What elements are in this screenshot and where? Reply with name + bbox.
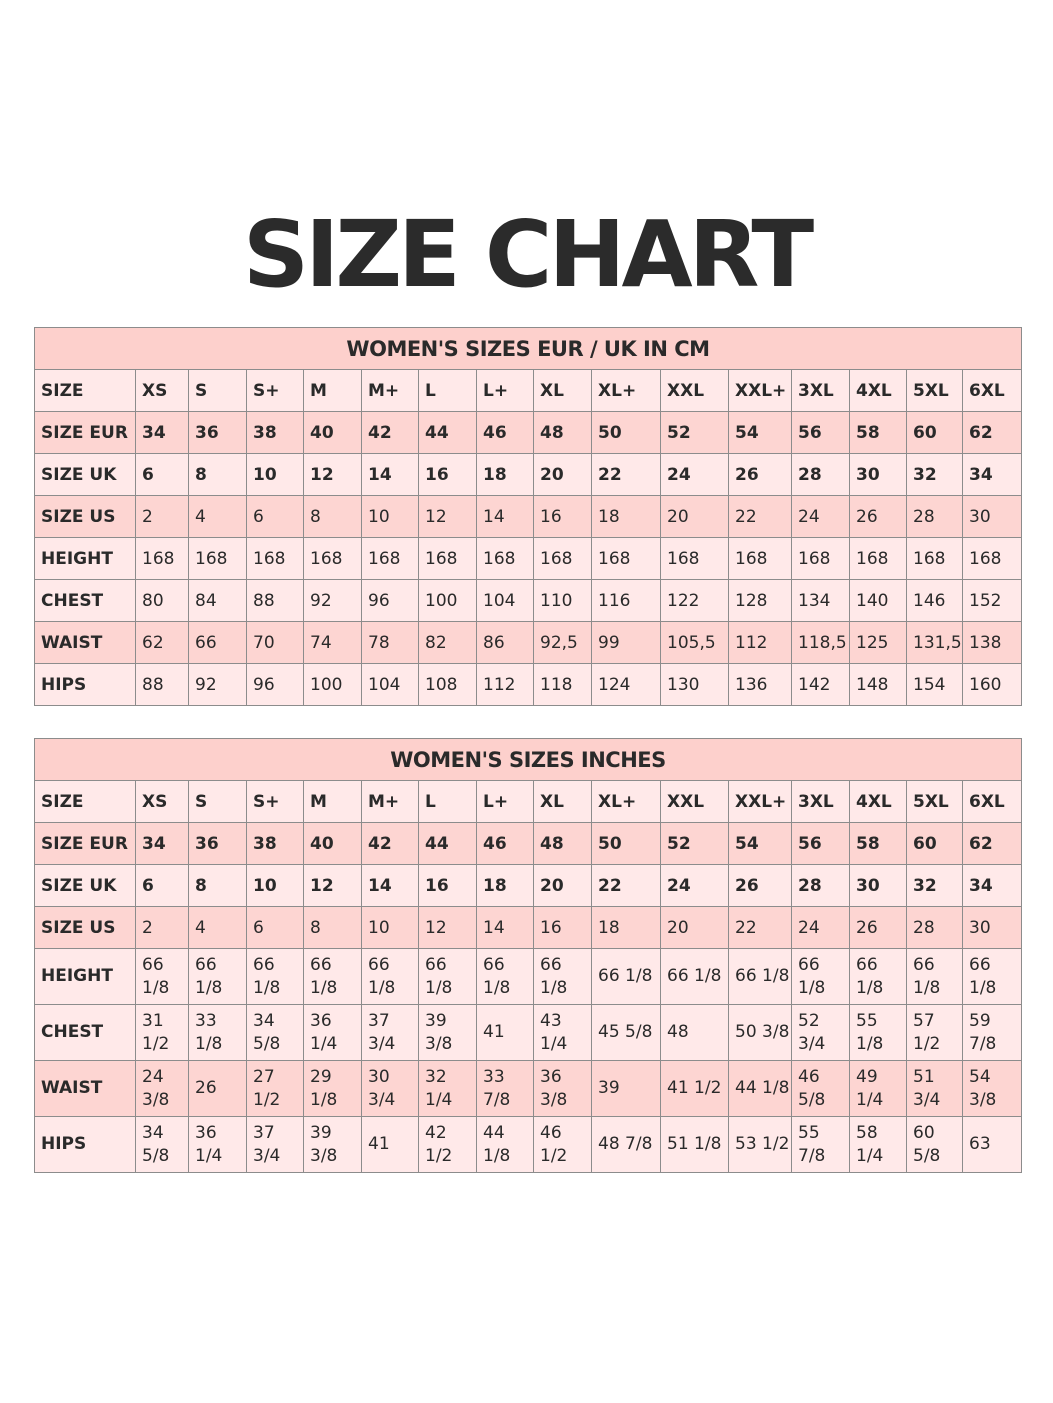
- table-cell: 32 1/4: [419, 1061, 477, 1117]
- table-cell: 92,5: [534, 622, 592, 664]
- table-cell: 4XL: [850, 370, 907, 412]
- table-cell: 4: [189, 496, 247, 538]
- table-cell: 34 5/8: [247, 1005, 304, 1061]
- table-cell: 37 3/4: [247, 1117, 304, 1173]
- table-cell: 36 1/4: [189, 1117, 247, 1173]
- table-cell: 20: [534, 454, 592, 496]
- table-cell: 148: [850, 664, 907, 706]
- table-cell: 118: [534, 664, 592, 706]
- table-cell: 92: [189, 664, 247, 706]
- table-cell: 50 3/8: [729, 1005, 792, 1061]
- table-cell: 70: [247, 622, 304, 664]
- table-cell: S+: [247, 370, 304, 412]
- table-cell: 6XL: [963, 370, 1022, 412]
- table-cell: 44: [419, 823, 477, 865]
- table-cell: 29 1/8: [304, 1061, 362, 1117]
- table-cell: 3XL: [792, 370, 850, 412]
- table-cell: 168: [850, 538, 907, 580]
- table-cell: 146: [907, 580, 963, 622]
- table-cell: 49 1/4: [850, 1061, 907, 1117]
- table-cell: 112: [729, 622, 792, 664]
- table-cell: 14: [477, 907, 534, 949]
- table-cell: 80: [136, 580, 189, 622]
- table-cell: 66 1/8: [189, 949, 247, 1005]
- row-label: SIZE US: [35, 496, 136, 538]
- table-cell: M+: [362, 370, 419, 412]
- table-cell: 32: [907, 454, 963, 496]
- table-cell: 51 3/4: [907, 1061, 963, 1117]
- table-cell: 6: [136, 454, 189, 496]
- table-cell: 168: [247, 538, 304, 580]
- table-cell: 24 3/8: [136, 1061, 189, 1117]
- table-cell: 33 1/8: [189, 1005, 247, 1061]
- table-cell: 104: [362, 664, 419, 706]
- table-cell: 30: [963, 496, 1022, 538]
- table-row: [35, 496, 1022, 538]
- table-cell: 41: [362, 1117, 419, 1173]
- table-cell: 168: [792, 538, 850, 580]
- table-cell: 40: [304, 412, 362, 454]
- table-cell: 66: [189, 622, 247, 664]
- table-cell: 112: [477, 664, 534, 706]
- table-cell: 66 1/8: [907, 949, 963, 1005]
- table-cell: 44 1/8: [477, 1117, 534, 1173]
- table-cell: 86: [477, 622, 534, 664]
- table-cell: 30: [963, 907, 1022, 949]
- table-row: [35, 412, 1022, 454]
- row-label: WAIST: [35, 622, 136, 664]
- table-cell: 6XL: [963, 781, 1022, 823]
- table-cell: 37 3/4: [362, 1005, 419, 1061]
- table-cell: 44 1/8: [729, 1061, 792, 1117]
- table-cell: 8: [304, 496, 362, 538]
- table-cell: 10: [362, 907, 419, 949]
- table-cell: 108: [419, 664, 477, 706]
- table-cell: 18: [592, 907, 661, 949]
- table-cell: 105,5: [661, 622, 729, 664]
- table-cell: 39 3/8: [304, 1117, 362, 1173]
- table-cell: 46: [477, 412, 534, 454]
- table-cell: 30: [850, 454, 907, 496]
- table-cell: 38: [247, 412, 304, 454]
- table-cell: 14: [362, 865, 419, 907]
- table-cell: 28: [792, 865, 850, 907]
- table-cell: 5XL: [907, 781, 963, 823]
- table-cell: 31 1/2: [136, 1005, 189, 1061]
- table-cell: 28: [907, 907, 963, 949]
- table-cell: 110: [534, 580, 592, 622]
- table-cell: 66 1/8: [247, 949, 304, 1005]
- table-cell: 26: [729, 454, 792, 496]
- table-cell: 34: [136, 412, 189, 454]
- table-cell: S: [189, 781, 247, 823]
- table-cell: 62: [963, 412, 1022, 454]
- table-cell: XXL+: [729, 370, 792, 412]
- table-cell: 54: [729, 823, 792, 865]
- table-cell: 3XL: [792, 781, 850, 823]
- table-cell: 160: [963, 664, 1022, 706]
- table-cell: 36 1/4: [304, 1005, 362, 1061]
- table-cell: 118,5: [792, 622, 850, 664]
- table-row: [35, 580, 1022, 622]
- table-cell: 168: [534, 538, 592, 580]
- table-row: [35, 664, 1022, 706]
- table-cell: XL: [534, 370, 592, 412]
- table-cell: 122: [661, 580, 729, 622]
- table-cell: 88: [136, 664, 189, 706]
- table-cell: 46: [477, 823, 534, 865]
- table-cell: XS: [136, 781, 189, 823]
- table-cell: 134: [792, 580, 850, 622]
- table-cell: 16: [534, 496, 592, 538]
- table-cell: 168: [963, 538, 1022, 580]
- table-cell: 36: [189, 412, 247, 454]
- table-caption: WOMEN'S SIZES INCHES: [35, 739, 1022, 781]
- table-cell: 20: [534, 865, 592, 907]
- table-cell: 66 1/8: [419, 949, 477, 1005]
- table-cell: 10: [362, 496, 419, 538]
- table-cell: 41: [477, 1005, 534, 1061]
- table-cell: 66 1/8: [136, 949, 189, 1005]
- table-cell: 52: [661, 412, 729, 454]
- table-row: [35, 907, 1022, 949]
- table-row: [35, 454, 1022, 496]
- table-cell: 63: [963, 1117, 1022, 1173]
- table-cell: 125: [850, 622, 907, 664]
- row-label: WAIST: [35, 1061, 136, 1117]
- table-cell: 12: [419, 907, 477, 949]
- table-cell: 96: [247, 664, 304, 706]
- table-cell: 8: [189, 454, 247, 496]
- row-label: HEIGHT: [35, 538, 136, 580]
- table-cell: 4: [189, 907, 247, 949]
- table-cell: 66 1/8: [362, 949, 419, 1005]
- table-cell: 84: [189, 580, 247, 622]
- table-cell: L+: [477, 781, 534, 823]
- table-cell: 66 1/8: [792, 949, 850, 1005]
- table-cell: 42 1/2: [419, 1117, 477, 1173]
- table-cell: 130: [661, 664, 729, 706]
- table-cell: 16: [419, 454, 477, 496]
- table-cell: 50: [592, 412, 661, 454]
- row-label: HIPS: [35, 1117, 136, 1173]
- table-cell: 28: [792, 454, 850, 496]
- table-cell: S+: [247, 781, 304, 823]
- table-cell: 96: [362, 580, 419, 622]
- row-label: CHEST: [35, 580, 136, 622]
- table-row: [35, 622, 1022, 664]
- table-cell: 46 1/2: [534, 1117, 592, 1173]
- table-cell: 58: [850, 412, 907, 454]
- table-cell: 50: [592, 823, 661, 865]
- table-cell: 59 7/8: [963, 1005, 1022, 1061]
- table-cell: 168: [304, 538, 362, 580]
- table-cell: 34: [963, 865, 1022, 907]
- table-cell: 43 1/4: [534, 1005, 592, 1061]
- table-cell: 54: [729, 412, 792, 454]
- table-cell: 54 3/8: [963, 1061, 1022, 1117]
- table-cell: 24: [661, 865, 729, 907]
- table-cell: 48: [534, 823, 592, 865]
- table-cell: L: [419, 781, 477, 823]
- table-cell: 66 1/8: [661, 949, 729, 1005]
- table-cell: 168: [136, 538, 189, 580]
- table-cell: L+: [477, 370, 534, 412]
- table-cell: 12: [419, 496, 477, 538]
- table-cell: 26: [850, 907, 907, 949]
- table-cell: XXL+: [729, 781, 792, 823]
- table-cell: 92: [304, 580, 362, 622]
- table-cell: 60: [907, 823, 963, 865]
- table-cell: 8: [189, 865, 247, 907]
- table-cell: 38: [247, 823, 304, 865]
- table-cell: 12: [304, 865, 362, 907]
- table-cell: 40: [304, 823, 362, 865]
- table-cell: 24: [792, 907, 850, 949]
- table-cell: 5XL: [907, 370, 963, 412]
- table-cell: XL: [534, 781, 592, 823]
- table-cell: 14: [477, 496, 534, 538]
- table-cell: 30: [850, 865, 907, 907]
- table-cell: 52 3/4: [792, 1005, 850, 1061]
- row-label: SIZE UK: [35, 454, 136, 496]
- table-cell: 4XL: [850, 781, 907, 823]
- table-cell: 168: [729, 538, 792, 580]
- table-cell: L: [419, 370, 477, 412]
- table-cell: XS: [136, 370, 189, 412]
- table-cell: 56: [792, 823, 850, 865]
- table-cell: 45 5/8: [592, 1005, 661, 1061]
- table-cell: 104: [477, 580, 534, 622]
- table-cell: 48: [661, 1005, 729, 1061]
- table-cell: 58 1/4: [850, 1117, 907, 1173]
- table-cell: 6: [136, 865, 189, 907]
- table-cell: 60 5/8: [907, 1117, 963, 1173]
- table-cell: 26: [729, 865, 792, 907]
- table-cell: 32: [907, 865, 963, 907]
- table-cell: 136: [729, 664, 792, 706]
- table-cell: 18: [592, 496, 661, 538]
- row-label: SIZE US: [35, 907, 136, 949]
- size-table-cm: [34, 327, 1022, 706]
- table-cell: 36 3/8: [534, 1061, 592, 1117]
- table-cell: 62: [963, 823, 1022, 865]
- table-cell: 51 1/8: [661, 1117, 729, 1173]
- table-cell: 26: [850, 496, 907, 538]
- table-cell: 18: [477, 865, 534, 907]
- table-cell: 168: [661, 538, 729, 580]
- table-cell: 20: [661, 496, 729, 538]
- table-cell: 48: [534, 412, 592, 454]
- table-cell: 66 1/8: [477, 949, 534, 1005]
- table-row: [35, 1117, 1022, 1173]
- table-cell: M+: [362, 781, 419, 823]
- table-cell: 10: [247, 865, 304, 907]
- table-cell: 55 7/8: [792, 1117, 850, 1173]
- table-cell: 60: [907, 412, 963, 454]
- table-cell: 34 5/8: [136, 1117, 189, 1173]
- table-cell: 27 1/2: [247, 1061, 304, 1117]
- table-cell: 168: [592, 538, 661, 580]
- table-cell: 56: [792, 412, 850, 454]
- table-cell: 154: [907, 664, 963, 706]
- table-cell: 57 1/2: [907, 1005, 963, 1061]
- table-row: [35, 1061, 1022, 1117]
- table-cell: 128: [729, 580, 792, 622]
- table-cell: 24: [792, 496, 850, 538]
- table-cell: 100: [304, 664, 362, 706]
- table-cell: 26: [189, 1061, 247, 1117]
- table-cell: 39 3/8: [419, 1005, 477, 1061]
- table-cell: 138: [963, 622, 1022, 664]
- table-cell: M: [304, 781, 362, 823]
- table-cell: 41 1/2: [661, 1061, 729, 1117]
- table-cell: 66 1/8: [963, 949, 1022, 1005]
- table-cell: 168: [477, 538, 534, 580]
- table-cell: 36: [189, 823, 247, 865]
- table-cell: 42: [362, 412, 419, 454]
- table-caption: WOMEN'S SIZES EUR / UK IN CM: [35, 328, 1022, 370]
- table-cell: 8: [304, 907, 362, 949]
- table-cell: 53 1/2: [729, 1117, 792, 1173]
- row-label: HIPS: [35, 664, 136, 706]
- table-cell: 44: [419, 412, 477, 454]
- table-cell: 42: [362, 823, 419, 865]
- table-row: [35, 781, 1022, 823]
- row-label: SIZE UK: [35, 865, 136, 907]
- table-cell: XXL: [661, 781, 729, 823]
- table-cell: 58: [850, 823, 907, 865]
- table-cell: 140: [850, 580, 907, 622]
- table-cell: 48 7/8: [592, 1117, 661, 1173]
- table-cell: 14: [362, 454, 419, 496]
- table-cell: 78: [362, 622, 419, 664]
- table-cell: 142: [792, 664, 850, 706]
- row-label: HEIGHT: [35, 949, 136, 1005]
- table-cell: 22: [592, 454, 661, 496]
- table-cell: 16: [534, 907, 592, 949]
- table-cell: 2: [136, 496, 189, 538]
- table-row: [35, 865, 1022, 907]
- table-cell: 82: [419, 622, 477, 664]
- table-cell: 66 1/8: [592, 949, 661, 1005]
- table-cell: 2: [136, 907, 189, 949]
- table-cell: 152: [963, 580, 1022, 622]
- table-cell: 116: [592, 580, 661, 622]
- table-cell: 24: [661, 454, 729, 496]
- table-cell: 28: [907, 496, 963, 538]
- row-label: SIZE EUR: [35, 412, 136, 454]
- table-cell: 99: [592, 622, 661, 664]
- table-row: [35, 370, 1022, 412]
- table-row: [35, 823, 1022, 865]
- table-cell: 66 1/8: [304, 949, 362, 1005]
- table-cell: 100: [419, 580, 477, 622]
- table-cell: 66 1/8: [729, 949, 792, 1005]
- table-cell: M: [304, 370, 362, 412]
- table-cell: 34: [963, 454, 1022, 496]
- table-cell: 66 1/8: [850, 949, 907, 1005]
- table-cell: 131,5: [907, 622, 963, 664]
- table-cell: 168: [189, 538, 247, 580]
- table-cell: 34: [136, 823, 189, 865]
- table-cell: 20: [661, 907, 729, 949]
- table-cell: 124: [592, 664, 661, 706]
- table-cell: 46 5/8: [792, 1061, 850, 1117]
- table-cell: XL+: [592, 781, 661, 823]
- row-label: CHEST: [35, 1005, 136, 1061]
- table-cell: 88: [247, 580, 304, 622]
- table-cell: 33 7/8: [477, 1061, 534, 1117]
- row-label: SIZE EUR: [35, 823, 136, 865]
- size-table-inches: [34, 738, 1022, 1173]
- table-row: [35, 949, 1022, 1005]
- row-label: SIZE: [35, 781, 136, 823]
- table-cell: 18: [477, 454, 534, 496]
- table-row: [35, 1005, 1022, 1061]
- table-cell: 39: [592, 1061, 661, 1117]
- table-cell: 6: [247, 496, 304, 538]
- table-cell: 62: [136, 622, 189, 664]
- table-cell: 55 1/8: [850, 1005, 907, 1061]
- table-cell: XL+: [592, 370, 661, 412]
- table-cell: 168: [419, 538, 477, 580]
- table-cell: 10: [247, 454, 304, 496]
- table-cell: 22: [592, 865, 661, 907]
- table-cell: 168: [907, 538, 963, 580]
- table-cell: S: [189, 370, 247, 412]
- table-cell: 16: [419, 865, 477, 907]
- table-cell: 30 3/4: [362, 1061, 419, 1117]
- table-cell: 12: [304, 454, 362, 496]
- table-cell: 22: [729, 496, 792, 538]
- table-cell: 74: [304, 622, 362, 664]
- table-cell: 6: [247, 907, 304, 949]
- table-cell: 168: [362, 538, 419, 580]
- table-cell: 52: [661, 823, 729, 865]
- page-title: SIZE CHART: [242, 201, 811, 308]
- table-row: [35, 538, 1022, 580]
- table-cell: 66 1/8: [534, 949, 592, 1005]
- table-cell: XXL: [661, 370, 729, 412]
- row-label: SIZE: [35, 370, 136, 412]
- table-cell: 22: [729, 907, 792, 949]
